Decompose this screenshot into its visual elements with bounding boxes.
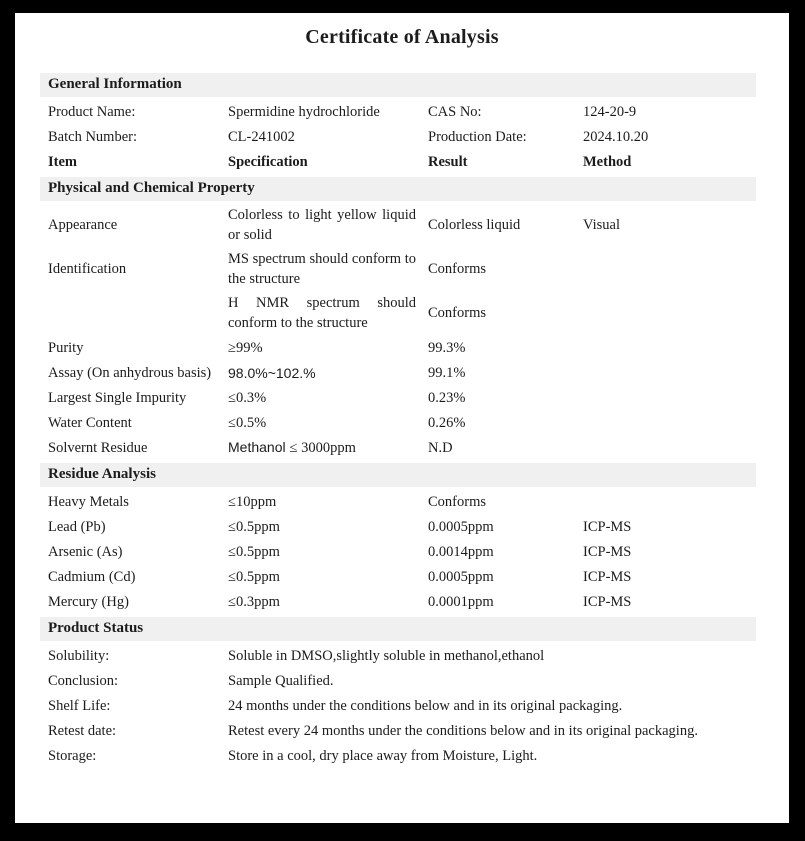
table-row <box>40 743 756 768</box>
method-cell: ICP-MS <box>583 593 632 610</box>
method-cell <box>583 421 756 425</box>
section-heading-physical-chemical: Physical and Chemical Property <box>40 177 756 201</box>
field-label: Conclusion: <box>48 672 119 689</box>
result-cell: Conforms <box>428 493 486 510</box>
spec-cell: Colorless to light yellow liquid or solid <box>228 207 416 243</box>
method-cell <box>583 500 756 504</box>
item-cell: Solvernt Residue <box>48 439 148 456</box>
table-row <box>40 124 756 149</box>
field-value: Spermidine hydrochloride <box>228 103 380 120</box>
item-cell <box>40 311 228 315</box>
table-row <box>40 203 756 247</box>
table-row <box>40 247 756 291</box>
field-label: Solubility: <box>48 647 110 664</box>
item-cell: Heavy Metals <box>48 493 129 510</box>
field-value: CL-241002 <box>228 128 295 145</box>
field-value: 124-20-9 <box>583 103 637 120</box>
result-cell: 0.0001ppm <box>428 593 494 610</box>
section-heading-product-status: Product Status <box>40 617 756 641</box>
result-cell: 0.0005ppm <box>428 518 494 535</box>
spec-cell: ≥99% <box>228 339 263 356</box>
column-header-specification: Specification <box>228 153 308 170</box>
table-row <box>40 564 756 589</box>
field-value: Retest every 24 months under the conditions below and in its original packaging. <box>228 722 698 739</box>
method-cell <box>583 396 756 400</box>
item-cell: Largest Single Impurity <box>48 389 187 406</box>
spec-cell: ≤0.3% <box>228 389 267 406</box>
field-label: CAS No: <box>428 103 482 120</box>
field-label: Retest date: <box>48 722 117 739</box>
spec-cell: ≤0.3ppm <box>228 593 280 610</box>
item-cell: Cadmium (Cd) <box>48 568 136 585</box>
field-label: Storage: <box>48 747 97 764</box>
spec-cell: H NMR spectrum should conform to the structure <box>228 295 416 331</box>
field-value: 2024.10.20 <box>583 128 649 145</box>
result-cell: 0.0014ppm <box>428 543 494 560</box>
item-cell: Arsenic (As) <box>48 543 123 560</box>
method-cell <box>583 346 756 350</box>
field-label: Shelf Life: <box>48 697 111 714</box>
item-cell: Lead (Pb) <box>48 518 106 535</box>
table-row <box>40 643 756 668</box>
table-row <box>40 489 756 514</box>
item-cell: Assay (On anhydrous basis) <box>48 364 212 381</box>
result-cell: 0.23% <box>428 389 466 406</box>
table-row <box>40 291 756 335</box>
spec-cell <box>228 435 428 460</box>
item-cell: Appearance <box>48 217 118 233</box>
field-value: Soluble in DMSO,slightly soluble in methanol,ethanol <box>228 647 545 664</box>
table-header-row <box>40 149 756 174</box>
table-row <box>40 514 756 539</box>
method-cell: ICP-MS <box>583 543 632 560</box>
result-cell: Colorless liquid <box>428 217 521 233</box>
spec-cell: ≤0.5ppm <box>228 568 280 585</box>
field-value: Sample Qualified. <box>228 672 334 689</box>
section-heading-residue-analysis: Residue Analysis <box>40 463 756 487</box>
table-row <box>40 718 756 743</box>
field-label: Product Name: <box>48 103 136 120</box>
section-heading-general-information: General Information <box>40 73 756 97</box>
item-cell: Mercury (Hg) <box>48 593 129 610</box>
table-row <box>40 335 756 360</box>
table-row <box>40 385 756 410</box>
table-row <box>40 539 756 564</box>
result-cell: 99.3% <box>428 339 466 356</box>
spec-cell: ≤0.5% <box>228 414 267 431</box>
table-row <box>40 435 756 460</box>
column-header-result: Result <box>428 153 468 170</box>
method-cell <box>583 371 756 375</box>
certificate-page <box>15 13 789 823</box>
field-value: Store in a cool, dry place away from Moisture, Light. <box>228 747 538 764</box>
certificate-title: Certificate of Analysis <box>305 26 499 48</box>
spec-cell: 98.0%~102.% <box>228 364 316 381</box>
result-cell: 0.26% <box>428 414 466 431</box>
spec-cell: ≤10ppm <box>228 493 277 510</box>
method-cell <box>583 446 756 450</box>
result-cell: 0.0005ppm <box>428 568 494 585</box>
spec-methanol-label: Methanol <box>228 439 290 455</box>
result-cell: Conforms <box>428 261 486 277</box>
table-row <box>40 589 756 614</box>
method-cell: Visual <box>583 217 620 233</box>
method-cell <box>583 311 756 315</box>
column-header-method: Method <box>583 153 632 170</box>
field-label: Batch Number: <box>48 128 137 145</box>
column-header-item: Item <box>48 153 77 170</box>
method-cell <box>583 267 756 271</box>
table-row <box>40 410 756 435</box>
spec-methanol-limit: ≤ 3000ppm <box>289 440 356 456</box>
item-cell: Water Content <box>48 414 132 431</box>
result-cell: N.D <box>428 439 453 456</box>
spec-cell: ≤0.5ppm <box>228 518 280 535</box>
result-cell: Conforms <box>428 305 486 321</box>
table-row <box>40 668 756 693</box>
table-row <box>40 693 756 718</box>
spec-cell: ≤0.5ppm <box>228 543 280 560</box>
method-cell: ICP-MS <box>583 568 632 585</box>
item-cell: Identification <box>48 261 127 277</box>
field-label: Production Date: <box>428 128 527 145</box>
table-row <box>40 99 756 124</box>
item-cell: Purity <box>48 339 84 356</box>
method-cell: ICP-MS <box>583 518 632 535</box>
field-value: 24 months under the conditions below and in its original packaging. <box>228 697 623 714</box>
certificate-body <box>40 73 756 768</box>
result-cell: 99.1% <box>428 364 466 381</box>
table-row <box>40 360 756 385</box>
spec-cell: MS spectrum should conform to the structure <box>228 251 416 287</box>
